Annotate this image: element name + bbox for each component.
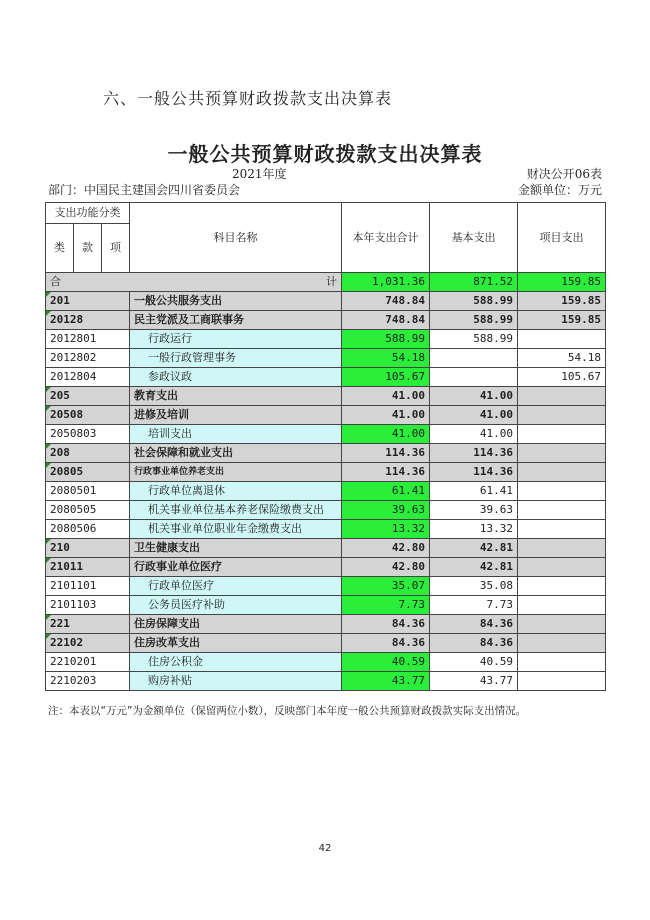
table-row [46, 577, 606, 596]
header-function-category: 支出功能分类 [46, 203, 130, 224]
row-item-name: 社会保障和就业支出 [130, 444, 342, 463]
row-item-name: 购房补贴 [130, 672, 342, 691]
row-basic: 588.99 [430, 330, 518, 349]
total-label-right: 计 [326, 275, 337, 288]
table-row [46, 520, 606, 539]
table-row [46, 672, 606, 691]
department-label: 部门：中国民主建国会四川省委员会 [48, 183, 241, 197]
row-basic: 84.36 [430, 634, 518, 653]
row-code: 208 [46, 444, 130, 463]
row-item-name: 公务员医疗补助 [130, 596, 342, 615]
row-project [518, 444, 606, 463]
row-project [518, 672, 606, 691]
row-total: 748.84 [342, 292, 430, 311]
fiscal-year: 2021年度 [232, 167, 287, 181]
page-number: 42 [318, 843, 332, 854]
row-basic: 61.41 [430, 482, 518, 501]
row-total: 105.67 [342, 368, 430, 387]
row-item-name: 住房改革支出 [130, 634, 342, 653]
row-item-name: 行政事业单位医疗 [130, 558, 342, 577]
row-total: 41.00 [342, 406, 430, 425]
row-basic: 42.81 [430, 558, 518, 577]
total-project: 159.85 [518, 273, 606, 292]
row-total: 42.80 [342, 558, 430, 577]
table-row [46, 463, 606, 482]
row-code: 2080505 [46, 501, 130, 520]
row-project [518, 463, 606, 482]
row-basic: 41.00 [430, 425, 518, 444]
row-basic: 7.73 [430, 596, 518, 615]
row-project [518, 406, 606, 425]
cell-marker-icon [46, 558, 51, 563]
row-project: 159.85 [518, 292, 606, 311]
table-row [46, 425, 606, 444]
row-code: 201 [46, 292, 130, 311]
row-project: 105.67 [518, 368, 606, 387]
cell-marker-icon [46, 311, 51, 316]
row-basic: 588.99 [430, 292, 518, 311]
row-project [518, 634, 606, 653]
row-code: 2080506 [46, 520, 130, 539]
footnote: 注：本表以“万元”为金额单位（保留两位小数），反映部门本年度一般公共预算财政拨款实际支出情况。 [48, 705, 527, 717]
row-code: 20805 [46, 463, 130, 482]
cell-marker-icon [46, 292, 51, 297]
row-basic [430, 368, 518, 387]
row-total: 84.36 [342, 615, 430, 634]
row-project [518, 558, 606, 577]
row-project [518, 615, 606, 634]
row-total: 54.18 [342, 349, 430, 368]
header-basic: 基本支出 [430, 203, 518, 273]
table-row [46, 444, 606, 463]
row-total: 61.41 [342, 482, 430, 501]
cell-marker-icon [46, 463, 51, 468]
row-basic: 43.77 [430, 672, 518, 691]
total-row [46, 273, 606, 292]
row-code: 2012801 [46, 330, 130, 349]
cell-marker-icon [46, 406, 51, 411]
row-project [518, 539, 606, 558]
row-code: 21011 [46, 558, 130, 577]
table-row [46, 653, 606, 672]
row-total: 41.00 [342, 425, 430, 444]
section-heading: 六、一般公共预算财政拨款支出决算表 [103, 89, 393, 108]
row-item-name: 教育支出 [130, 387, 342, 406]
row-code: 210 [46, 539, 130, 558]
table-row [46, 596, 606, 615]
table-row [46, 406, 606, 425]
row-project [518, 387, 606, 406]
row-item-name: 一般公共服务支出 [130, 292, 342, 311]
cell-marker-icon [46, 444, 51, 449]
row-code: 2101103 [46, 596, 130, 615]
row-item-name: 进修及培训 [130, 406, 342, 425]
expenditure-table [45, 202, 606, 691]
table-row [46, 292, 606, 311]
row-code: 2012802 [46, 349, 130, 368]
row-basic: 41.00 [430, 406, 518, 425]
row-basic: 40.59 [430, 653, 518, 672]
row-basic: 42.81 [430, 539, 518, 558]
row-basic: 84.36 [430, 615, 518, 634]
row-code: 2210203 [46, 672, 130, 691]
row-project [518, 653, 606, 672]
row-item-name: 行政单位离退休 [130, 482, 342, 501]
total-basic: 871.52 [430, 273, 518, 292]
row-item-name: 行政单位医疗 [130, 577, 342, 596]
cell-marker-icon [46, 615, 51, 620]
row-code: 20128 [46, 311, 130, 330]
row-total: 13.32 [342, 520, 430, 539]
row-code: 2012804 [46, 368, 130, 387]
total-label-left: 合 [50, 275, 61, 288]
row-total: 43.77 [342, 672, 430, 691]
header-xiang: 项 [102, 224, 130, 273]
table-row [46, 558, 606, 577]
row-code: 2080501 [46, 482, 130, 501]
row-item-name: 住房公积金 [130, 653, 342, 672]
table-row [46, 539, 606, 558]
row-item-name: 卫生健康支出 [130, 539, 342, 558]
row-project [518, 596, 606, 615]
table-row [46, 387, 606, 406]
row-basic: 114.36 [430, 444, 518, 463]
row-code: 20508 [46, 406, 130, 425]
table-row [46, 349, 606, 368]
row-item-name: 民主党派及工商联事务 [130, 311, 342, 330]
row-total: 84.36 [342, 634, 430, 653]
row-basic: 114.36 [430, 463, 518, 482]
table-row [46, 615, 606, 634]
table-row [46, 501, 606, 520]
row-basic: 41.00 [430, 387, 518, 406]
table-title: 一般公共预算财政拨款支出决算表 [167, 142, 483, 166]
table-row [46, 482, 606, 501]
row-project [518, 330, 606, 349]
cell-marker-icon [46, 634, 51, 639]
row-total: 7.73 [342, 596, 430, 615]
amount-unit: 金额单位：万元 [517, 183, 602, 197]
row-basic: 588.99 [430, 311, 518, 330]
row-code: 2101101 [46, 577, 130, 596]
row-total: 40.59 [342, 653, 430, 672]
cell-marker-icon [46, 539, 51, 544]
form-number: 财决公开06表 [526, 167, 602, 181]
row-item-name: 一般行政管理事务 [130, 349, 342, 368]
total-label-cell [46, 273, 342, 292]
row-code: 205 [46, 387, 130, 406]
row-item-name: 住房保障支出 [130, 615, 342, 634]
row-project [518, 520, 606, 539]
row-code: 221 [46, 615, 130, 634]
total-amount: 1,031.36 [342, 273, 430, 292]
row-item-name: 培训支出 [130, 425, 342, 444]
row-code: 2050803 [46, 425, 130, 444]
row-total: 35.07 [342, 577, 430, 596]
header-project: 项目支出 [518, 203, 606, 273]
row-item-name: 机关事业单位职业年金缴费支出 [130, 520, 342, 539]
row-basic [430, 349, 518, 368]
row-item-name: 行政事业单位养老支出 [130, 463, 342, 482]
row-total: 114.36 [342, 444, 430, 463]
row-project [518, 577, 606, 596]
header-lei: 类 [46, 224, 74, 273]
row-item-name: 机关事业单位基本养老保险缴费支出 [130, 501, 342, 520]
row-item-name: 行政运行 [130, 330, 342, 349]
table-row [46, 368, 606, 387]
row-project [518, 482, 606, 501]
row-total: 748.84 [342, 311, 430, 330]
header-item-name: 科目名称 [130, 203, 342, 273]
row-project: 54.18 [518, 349, 606, 368]
table-row [46, 311, 606, 330]
row-total: 41.00 [342, 387, 430, 406]
table-row [46, 634, 606, 653]
row-project: 159.85 [518, 311, 606, 330]
header-kuan: 款 [74, 224, 102, 273]
row-project [518, 501, 606, 520]
cell-marker-icon [46, 387, 51, 392]
row-total: 42.80 [342, 539, 430, 558]
row-project [518, 425, 606, 444]
row-item-name: 参政议政 [130, 368, 342, 387]
row-total: 39.63 [342, 501, 430, 520]
row-total: 114.36 [342, 463, 430, 482]
row-total: 588.99 [342, 330, 430, 349]
row-basic: 39.63 [430, 501, 518, 520]
row-basic: 13.32 [430, 520, 518, 539]
row-code: 22102 [46, 634, 130, 653]
table-row [46, 330, 606, 349]
header-total: 本年支出合计 [342, 203, 430, 273]
row-basic: 35.08 [430, 577, 518, 596]
row-code: 2210201 [46, 653, 130, 672]
